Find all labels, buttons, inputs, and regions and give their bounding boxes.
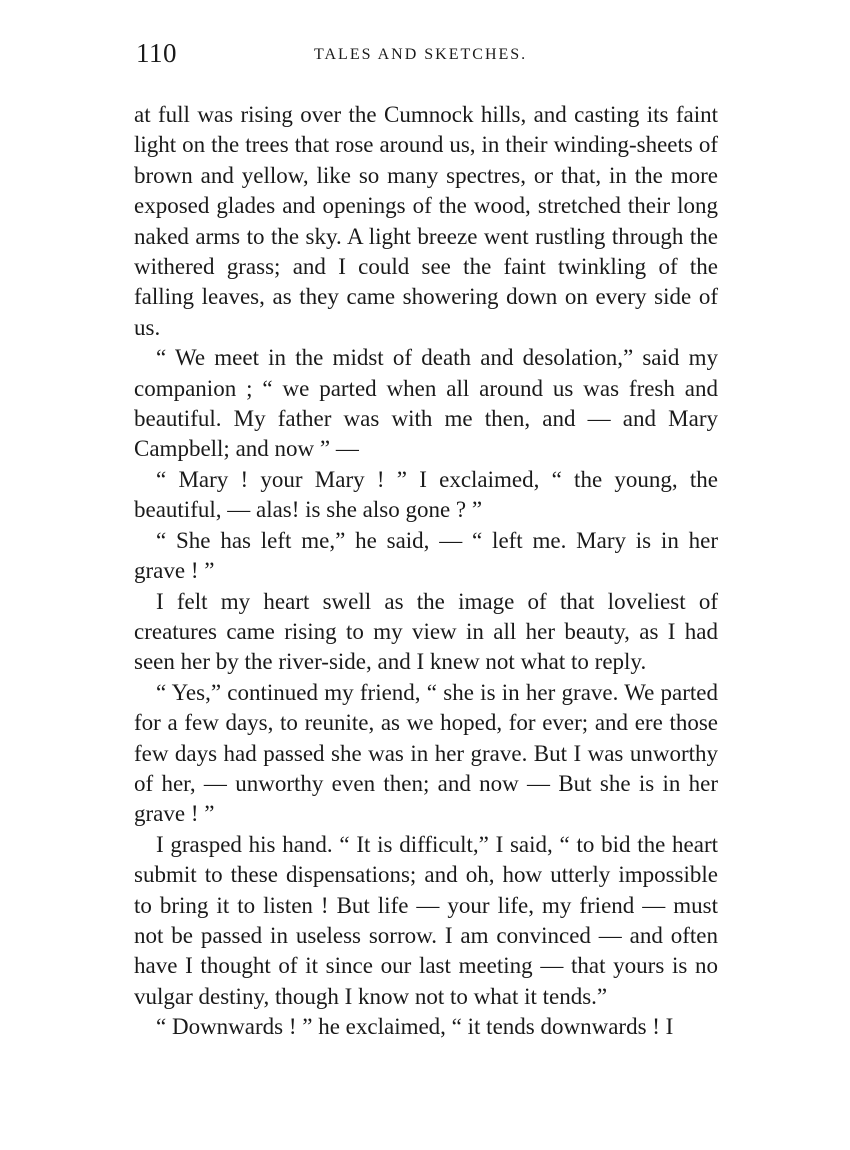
paragraph: I grasped his hand. “ It is difficult,” I said, “ to bid the heart submit to these dispensations; and oh, how utterly impossible to bring it to listen ! But life — your life, my friend — must not be passed in useless sorrow. I am convinced — and often have I thought of it since our last meeting — that yours is no vulgar destiny, though I know not to what it tends.”: [134, 831, 718, 1009]
paragraph: “ Mary ! your Mary ! ” I exclaimed, “ the young, the beautiful, — alas! is she also gone ? ”: [134, 466, 718, 523]
paragraph: at full was rising over the Cumnock hills, and casting its faint light on the trees that rose around us, in their winding-sheets of brown and yellow, like so many spectres, or that, in the more exposed glades and openings of the wood, stretched their long naked arms to the sky. A light breeze went rustling through the withered grass; and I could see the faint twinkling of the falling leaves, as they came showering down on every side of us.: [134, 102, 718, 340]
paragraph: “ She has left me,” he said, — “ left me. Mary is in her grave ! ”: [134, 527, 718, 584]
body-text: [134, 100, 718, 1043]
page-number: 110: [136, 38, 177, 68]
paragraph: I felt my heart swell as the image of that loveliest of creatures came rising to my view in all her beauty, as I had seen her by the river-side, and I knew not what to reply.: [134, 588, 718, 675]
paragraph: “ Yes,” continued my friend, “ she is in her grave. We parted for a few days, to reunite, as we hoped, for ever; and ere those few days had passed she was in her grave. But I was unworthy of her, — unworthy even then; and now — But she is in her grave ! ”: [134, 679, 718, 827]
running-title: TALES AND SKETCHES.: [314, 46, 528, 63]
page-header: [136, 38, 718, 78]
paragraph: “ We meet in the midst of death and desolation,” said my companion ; “ we parted when all around us was fresh and beautiful. My father was with me then, and — and Mary Campbell; and now ” —: [134, 345, 718, 462]
paragraph: “ Downwards ! ” he exclaimed, “ it tends downwards ! I: [156, 1014, 674, 1040]
